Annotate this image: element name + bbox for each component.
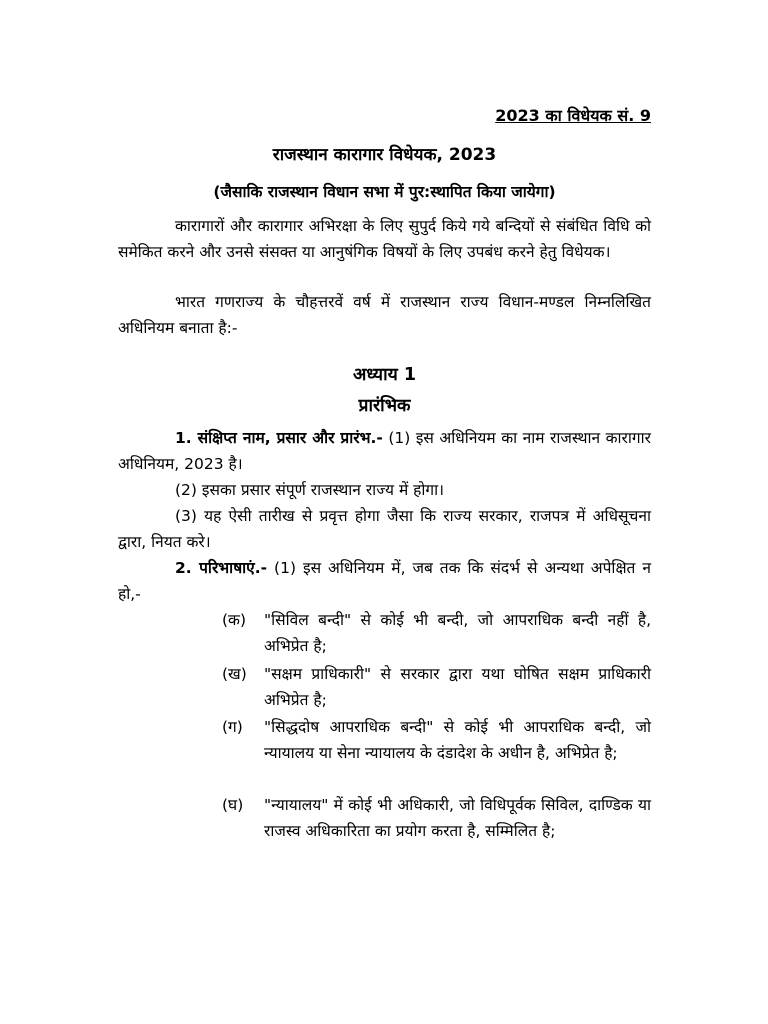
- section-1-sub-3: (3) यह ऐसी तारीख से प्रवृत्त होगा जैसा कि राज्य सरकार, राजपत्र में अधिसूचना द्वारा, नियत करे।: [118, 507, 651, 551]
- enacting-clause: भारत गणराज्य के चौहत्तरवें वर्ष में राजस्थान राज्य विधान-मण्डल निम्नलिखित अधिनियम बनाता है:-: [118, 293, 651, 337]
- section-1-heading: 1. संक्षिप्त नाम, प्रसार और प्रारंभ.-: [175, 429, 383, 447]
- definition-marker: (क): [222, 611, 246, 629]
- definition-text: "सिद्धदोष आपराधिक बन्दी" से कोई भी आपराधिक बन्दी, जो न्यायालय या सेना न्यायालय के दंडादेश के अधीन है, अभिप्रेत है;: [264, 718, 651, 762]
- bill-subtitle: (जैसाकि राजस्थान विधान सभा में पुर:स्थापित किया जायेगा): [213, 183, 556, 201]
- section-2-intro: (1) इस अधिनियम में, जब तक कि संदर्भ से अन्यथा अपेक्षित न हो,-: [118, 559, 651, 603]
- section-1-sub-1: (1) इस अधिनियम का नाम राजस्थान कारागार अधिनियम, 2023 है।: [118, 429, 651, 473]
- section-1-paragraph: [118, 426, 651, 477]
- definition-item: [222, 662, 651, 713]
- definition-text: "सिविल बन्दी" से कोई भी बन्दी, जो आपराधिक बन्दी नहीं है, अभिप्रेत है;: [264, 611, 651, 655]
- definition-text: "सक्षम प्राधिकारी" से सरकार द्वारा यथा घोषित सक्षम प्राधिकारी अभिप्रेत है;: [264, 665, 651, 709]
- definition-item: [222, 715, 651, 766]
- preamble: कारागारों और कारागार अभिरक्षा के लिए सुपुर्द किये गये बन्दियों से संबंधित विधि को समेकित करने और उनसे संसक्त या आनुषंगिक विषयों के लिए उपबंध करने हेतु विधेयक।: [118, 217, 651, 261]
- bill-title: राजस्थान कारागार विधेयक, 2023: [272, 145, 497, 165]
- definition-marker: (ग): [222, 718, 243, 736]
- definition-marker: (ख): [222, 665, 247, 683]
- section-2-heading: 2. परिभाषाएं.-: [175, 559, 268, 577]
- section-1-sub-2: (2) इसका प्रसार संपूर्ण राजस्थान राज्य में होगा।: [175, 481, 445, 499]
- chapter-number: अध्याय 1: [352, 365, 417, 385]
- definition-item: [222, 793, 651, 844]
- section-2-paragraph: [118, 556, 651, 607]
- definition-item: [222, 608, 651, 659]
- chapter-name: प्रारंभिक: [358, 396, 411, 416]
- definition-text: "न्यायालय" में कोई भी अधिकारी, जो विधिपूर्वक सिविल, दाण्डिक या राजस्व अधिकारिता का प्रयोग करता है, सम्मिलित है;: [264, 796, 651, 840]
- definition-marker: (घ): [222, 796, 244, 814]
- bill-number: 2023 का विधेयक सं. 9: [495, 106, 651, 125]
